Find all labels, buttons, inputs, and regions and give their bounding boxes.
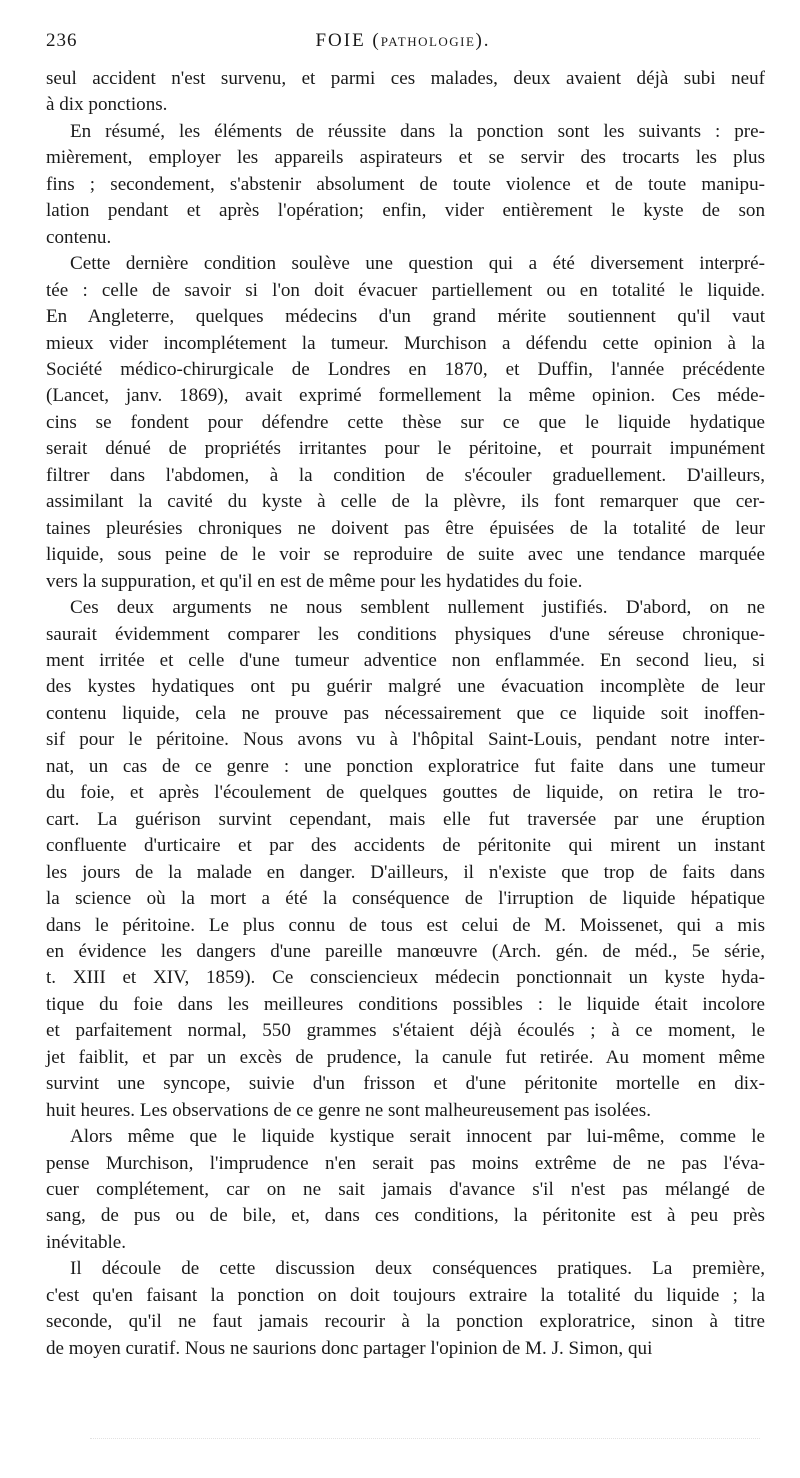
text-line: des kystes hydatiques ont pu guérir malgré une évacuation incomplète de leur <box>46 676 765 698</box>
running-head-smallcaps: PATHOLOGIE <box>380 34 476 49</box>
text-line: Cette dernière condition soulève une question qui a été diversement interpré- <box>70 253 765 275</box>
text-line: cart. La guérison survint cependant, mais elle fut traversée par une éruption <box>46 808 765 830</box>
text-line: sang, de pus ou de bile, et, dans ces conditions, la péritonite est à peu près <box>46 1205 765 1227</box>
text-line: dans le péritoine. Le plus connu de tous est celui de M. Moissenet, qui a mis <box>46 914 765 936</box>
text-line: serait dénué de propriétés irritantes pour le péritoine, et pourrait impunément <box>46 438 765 460</box>
running-head-end: ). <box>475 30 491 51</box>
text-line: cins se fondent pour défendre cette thèse sur ce que le liquide hydatique <box>46 411 765 433</box>
paragraph <box>46 119 765 251</box>
page-header <box>46 30 760 56</box>
running-head-title: FOIE ( <box>315 30 381 51</box>
running-head <box>46 30 760 52</box>
text-line: à dix ponctions. <box>46 94 168 116</box>
text-line: Ces deux arguments ne nous semblent nullement justifiés. D'abord, on ne <box>70 597 765 619</box>
text-line: (Lancet, janv. 1869), avait exprimé formellement la même opinion. Ces méde- <box>46 385 765 407</box>
paragraph <box>46 595 765 1124</box>
text-line: filtrer dans l'abdomen, à la condition de s'écouler graduellement. D'ailleurs, <box>46 464 765 486</box>
text-line: En résumé, les éléments de réussite dans la ponction sont les suivants : pre- <box>70 120 765 142</box>
text-line: fins ; secondement, s'abstenir absolument de toute violence et de toute manipu- <box>46 173 765 195</box>
text-line: Alors même que le liquide kystique serait innocent par lui-même, comme le <box>70 1126 765 1148</box>
text-line: mièrement, employer les appareils aspirateurs et se servir des trocarts les plus <box>46 147 765 169</box>
text-line: contenu. <box>46 226 112 248</box>
text-line: ment irritée et celle d'une tumeur adventice non enflammée. En second lieu, si <box>46 649 765 671</box>
page-number: 236 <box>46 30 78 51</box>
text-line: tée : celle de savoir si l'on doit évacuer partiellement ou en totalité le liquide. <box>46 279 765 301</box>
text-line: assimilant la cavité du kyste à celle de la plèvre, ils font remarquer que cer- <box>46 491 765 513</box>
text-line: cuer complétement, car on ne sait jamais d'avance s'il n'est pas mélangé de <box>46 1179 765 1201</box>
paragraph <box>46 1256 765 1362</box>
text-line: contenu liquide, cela ne prouve pas nécessairement que ce liquide soit inoffen- <box>46 702 765 724</box>
text-line: la science où la mort a été la conséquence de l'irruption de liquide hépatique <box>46 888 765 910</box>
text-line: Société médico-chirurgicale de Londres en 1870, et Duffin, l'année précédente <box>46 358 765 380</box>
text-line: confluente d'urticaire et par des accidents de péritonite qui mirent un instant <box>46 835 765 857</box>
text-line: jet faiblit, et par un excès de prudence, la canule fut retirée. Au moment même <box>46 1046 765 1068</box>
text-line: pense Murchison, l'imprudence n'en serait pas moins extrême de ne pas l'éva- <box>46 1152 765 1174</box>
text-line: sif pour le péritoine. Nous avons vu à l'hôpital Saint-Louis, pendant notre inter- <box>46 729 765 751</box>
text-line: seul accident n'est survenu, et parmi ces malades, deux avaient déjà subi neuf <box>46 68 765 89</box>
text-line: de moyen curatif. Nous ne saurions donc partager l'opinion de M. J. Simon, qui <box>46 1337 653 1359</box>
text-line: et parfaitement normal, 550 grammes s'étaient déjà écoulés ; à ce moment, le <box>46 1020 765 1042</box>
text-line: Il découle de cette discussion deux conséquences pratiques. La première, <box>70 1258 765 1280</box>
paragraph <box>46 66 765 119</box>
text-line: mieux vider incomplétement la tumeur. Murchison a défendu cette opinion à la <box>46 332 765 354</box>
text-line: survint une syncope, suivie d'un frisson et d'une péritonite mortelle en dix- <box>46 1073 765 1095</box>
paragraph <box>46 1124 765 1256</box>
text-line: vers la suppuration, et qu'il en est de même pour les hydatides du foie. <box>46 570 583 592</box>
text-line: nat, un cas de ce genre : une ponction exploratrice fut faite dans une tumeur <box>46 755 765 777</box>
text-line: tique du foie dans les meilleures conditions possibles : le liquide était incolore <box>46 993 765 1015</box>
text-line: taines pleurésies chroniques ne doivent pas être épuisées de la totalité de leur <box>46 517 765 539</box>
text-line: en évidence les dangers d'une pareille manœuvre (Arch. gén. de méd., 5e série, <box>46 940 765 962</box>
text-line: lation pendant et après l'opération; enfin, vider entièrement le kyste de son <box>46 200 765 222</box>
paragraph <box>46 251 765 595</box>
body-text <box>46 66 765 1362</box>
text-line: t. XIII et XIV, 1859). Ce consciencieux médecin ponctionnait un kyste hyda- <box>46 967 765 989</box>
text-line: du foie, et après l'écoulement de quelques gouttes de liquide, on retira le tro- <box>46 782 765 804</box>
text-line: les jours de la malade en danger. D'ailleurs, il n'existe que trop de faits dans <box>46 861 765 883</box>
text-line: huit heures. Les observations de ce genre ne sont malheureusement pas isolées. <box>46 1099 651 1121</box>
page-footer-rule <box>90 1438 760 1451</box>
text-line: En Angleterre, quelques médecins d'un grand mérite soutiennent qu'il vaut <box>46 306 765 328</box>
text-line: liquide, sous peine de le voir se reproduire de suite avec une tendance marquée <box>46 544 765 566</box>
text-line: inévitable. <box>46 1231 127 1253</box>
text-line: saurait évidemment comparer les conditions physiques d'une séreuse chronique- <box>46 623 765 645</box>
text-line: c'est qu'en faisant la ponction on doit toujours extraire la totalité du liquide ; la <box>46 1284 765 1306</box>
text-line: seconde, qu'il ne faut jamais recourir à la ponction exploratrice, sinon à titre <box>46 1311 765 1333</box>
